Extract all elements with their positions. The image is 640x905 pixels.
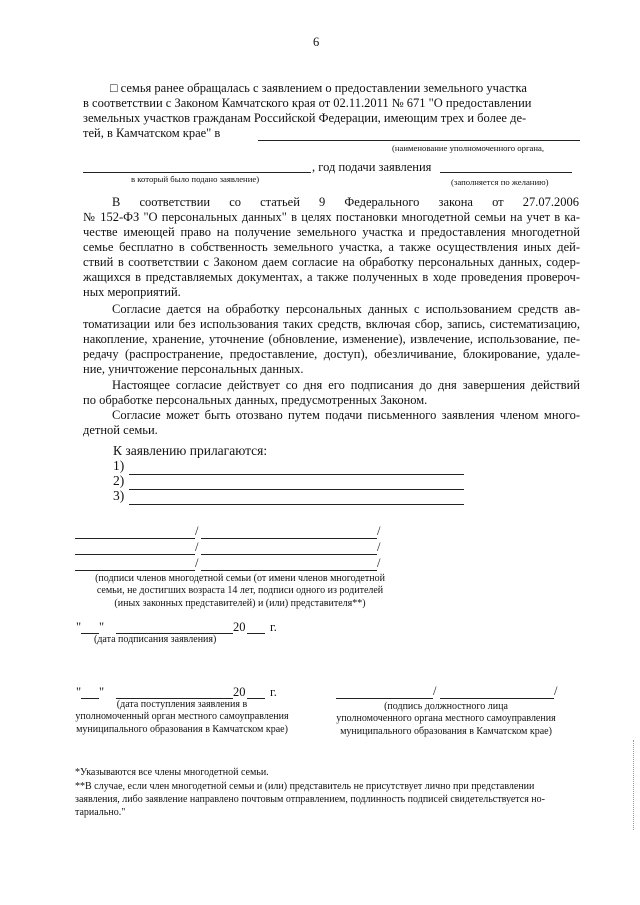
- authority-name-field[interactable]: [258, 140, 580, 141]
- consent-line4: семье бесплатно в собственность земельного участка, а также осуществления иных дей-: [83, 240, 580, 254]
- attachment-2-label: 2): [113, 473, 125, 488]
- consent-line2: № 152-ФЗ "О персональных данных" в целях постановки многодетной семьи на учет в ка-: [83, 210, 580, 224]
- consent-line1: В соответствии со статьей 9 Федерального закона от 27.07.2006: [112, 195, 579, 209]
- footnote-2-line2: заявления, либо заявление направлено почтовым отправлением, подлинность подписей свидетельствуется но-: [75, 794, 545, 805]
- processing-line3: накопление, хранение, уточнение (обновление, изменение), извлечение, использование, пе-: [83, 332, 580, 346]
- attachments-title: К заявлению прилагаются:: [113, 443, 268, 458]
- consent-line3: честве имеющей право на получение земельного участка и предоставления многодетной: [83, 225, 580, 239]
- processing-line5: ние, уничтожение персональных данных.: [83, 362, 304, 376]
- consent-line5: ствий в соответствии с Законом даем согласие на обработку персональных данных, содер-: [83, 255, 580, 269]
- date-year-field[interactable]: [247, 633, 265, 634]
- name-2-slash: /: [377, 540, 381, 554]
- signature-2-field[interactable]: [75, 554, 195, 555]
- receipt-open-quote: ": [76, 685, 82, 699]
- para1-line4: тей, в Камчатском крае" в: [83, 126, 221, 140]
- name-3-slash: /: [377, 556, 381, 570]
- page-number: 6: [313, 35, 320, 49]
- attachment-3-field[interactable]: [129, 504, 464, 505]
- attachment-1-label: 1): [113, 458, 125, 473]
- authority-name-field-cont[interactable]: [83, 172, 311, 173]
- official-slash-1: /: [433, 684, 437, 698]
- name-1-slash: /: [377, 524, 381, 538]
- revocation-line1: Согласие может быть отозвано путем подачи письменного заявления членом много-: [112, 408, 580, 422]
- validity-line1: Настоящее согласие действует со дня его подписания до дня завершения действий: [112, 378, 580, 392]
- para1-line2: в соответствии с Законом Камчатского края от 02.11.2011 № 671 "О предоставлении: [83, 96, 532, 110]
- previous-application-checkbox-line: □ семья ранее обращалась с заявлением о предоставлении земельного участка: [110, 81, 527, 95]
- attachment-3-label: 3): [113, 488, 125, 503]
- official-name-field[interactable]: [440, 698, 554, 699]
- signature-1-slash: /: [195, 524, 199, 538]
- date-year-suffix: г.: [270, 620, 277, 634]
- date-caption: (дата подписания заявления): [94, 634, 217, 645]
- receipt-year-suffix: г.: [270, 685, 277, 699]
- receipt-year-prefix: 20: [233, 685, 246, 699]
- name-2-field[interactable]: [201, 554, 377, 555]
- date-year-prefix: 20: [233, 620, 246, 634]
- date-close-quote: ": [99, 620, 105, 634]
- para1-line3: земельных участков гражданам Российской Федерации, имеющим трех и более де-: [83, 111, 527, 125]
- processing-line2: томатизации или без использования таких средств, включая сбор, запись, систематизацию,: [83, 317, 580, 331]
- signature-3-slash: /: [195, 556, 199, 570]
- signature-3-field[interactable]: [75, 570, 195, 571]
- optional-hint: (заполняется по желанию): [451, 177, 549, 187]
- footnote-2-line3: тариально.": [75, 807, 126, 818]
- receipt-caption: (дата поступления заявления в уполномоченный орган местного самоуправления муниципального образования в Камчатском крае): [75, 699, 289, 735]
- consent-line6: жащихся в представляемых документах, а также полученных в ходе проведения провероч-: [83, 270, 580, 284]
- name-1-field[interactable]: [201, 538, 377, 539]
- official-signature-field[interactable]: [336, 698, 433, 699]
- date-open-quote: ": [76, 620, 82, 634]
- revocation-line2: детной семьи.: [83, 423, 158, 437]
- processing-line4: редачу (распространение, предоставление, доступ), обезличивание, блокирование, удале-: [83, 347, 580, 361]
- consent-line7: ных мероприятий.: [83, 285, 181, 299]
- footnote-1: *Указываются все члены многодетной семьи.: [75, 767, 269, 778]
- attachment-2-field[interactable]: [129, 489, 464, 490]
- attachment-1-field[interactable]: [129, 474, 464, 475]
- scan-margin-artifact: [633, 740, 634, 830]
- name-3-field[interactable]: [201, 570, 377, 571]
- footnote-2-line1: **В случае, если член многодетной семьи и (или) представитель не присутствует лично при представлении: [75, 781, 535, 792]
- year-label: , год подачи заявления: [312, 160, 432, 174]
- validity-line2: по обработке персональных данных, предусмотренных Законом.: [83, 393, 428, 407]
- processing-line1: Согласие дается на обработку персональных данных с использованием средств ав-: [112, 302, 580, 316]
- official-slash-2: /: [554, 684, 558, 698]
- signature-2-slash: /: [195, 540, 199, 554]
- receipt-close-quote: ": [99, 685, 105, 699]
- signatures-caption: (подписи членов многодетной семьи (от имени членов многодетной семьи, не достигших возраста 14 лет, подписи одного из родителей (иных законных представителей) и (или) представителя**): [95, 573, 385, 609]
- authority-name-hint: (наименование уполномоченного органа,: [392, 143, 545, 153]
- authority-hint-cont: в который было подано заявление): [131, 174, 260, 184]
- signature-1-field[interactable]: [75, 538, 195, 539]
- official-caption: (подпись должностного лица уполномоченного органа местного самоуправления муниципального образования в Камчатском крае): [336, 701, 556, 737]
- year-field[interactable]: [440, 172, 572, 173]
